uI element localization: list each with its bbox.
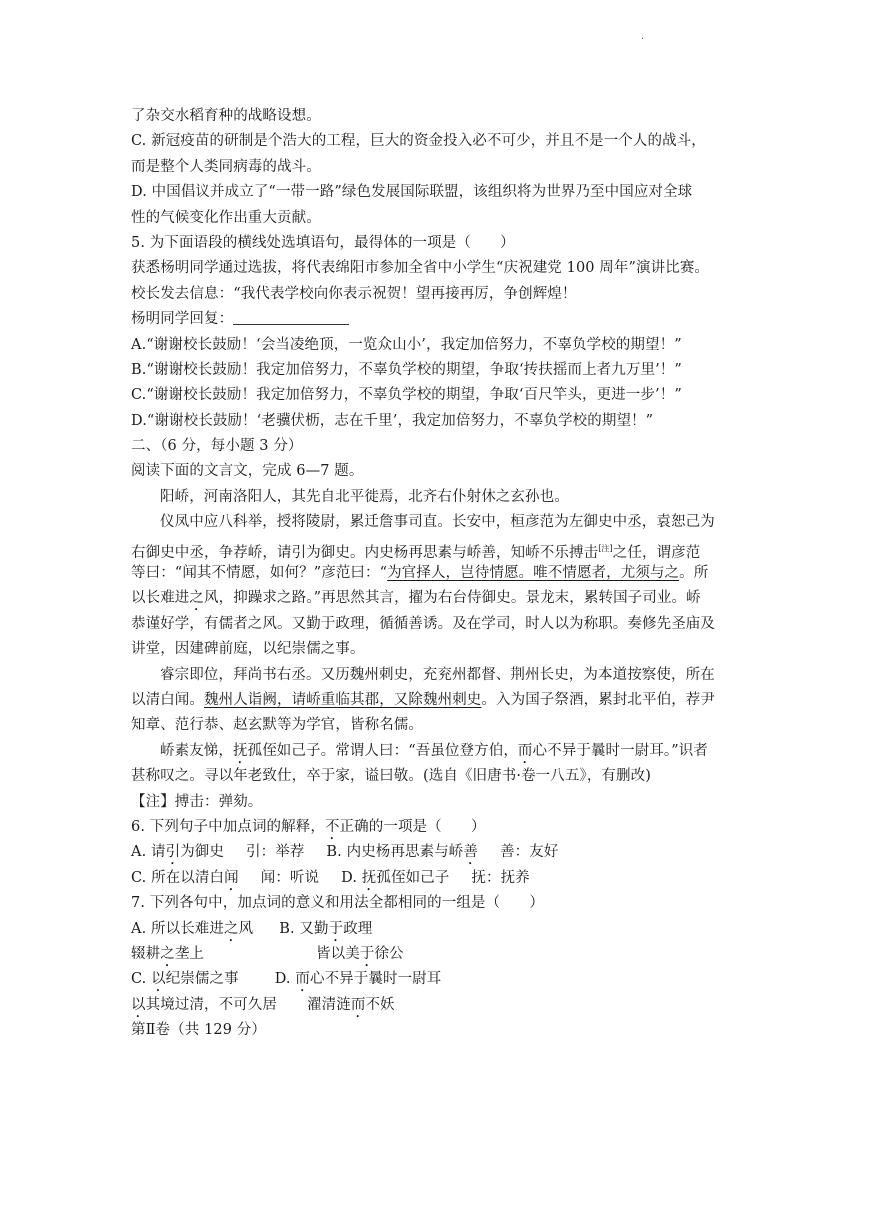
passage-text: 以清白闻。 <box>131 691 204 708</box>
q4-option-c-line2: 而是整个人类同病毒的战斗。 <box>131 158 321 175</box>
dotted-word: 引 <box>165 844 181 861</box>
q6-option-b-gloss: 善：友好 <box>500 844 559 861</box>
q5-stem: 5. 为下面语段的横线处选填语句，最得体的一项是（ ） <box>131 234 515 251</box>
q7-option-a: A. 所以长难进 <box>131 920 224 937</box>
q5-option-c: C.“谢谢校长鼓励！我定加倍努力，不辜负学校的期望，争取‘百尺竿头，更进一步’！” <box>131 387 682 404</box>
dotted-word: 抚 <box>361 869 377 886</box>
part2-heading: 第Ⅱ卷（共 129 分） <box>131 1022 266 1039</box>
passage-text: 。 <box>518 565 534 582</box>
q6-option-d: 孤侄如己子 <box>376 869 450 886</box>
dotted-word: 以 <box>151 971 166 988</box>
passage-text: 孤侄如己子。常谓人曰：“吾虽位登方伯， <box>247 742 518 759</box>
passage-note: 【注】搏击：弹劾。 <box>131 793 263 810</box>
q4-option-b-tail: 了杂交水稻育种的战略设想。 <box>131 108 321 124</box>
q6-option-d-gloss: 抚：抚养 <box>471 869 530 886</box>
q5-context-line1: 获悉杨明同学通过选拔，将代表绵阳市参加全省中小学生“庆祝建党 100 周年”演讲比赛。 <box>131 260 710 277</box>
passage-p2-line2 <box>131 536 751 561</box>
q7-option-d: 不妖 <box>365 996 395 1013</box>
q7-stem: 7. 下列各句中，加点词的意义和用法全都相同的一组是（ ） <box>131 895 544 912</box>
passage-text: 。入为国子祭酒，累封北平伯，荐尹 <box>481 691 716 708</box>
q6-options-cd <box>131 866 751 891</box>
passage-text: 峤素友悌， <box>160 742 233 759</box>
passage-p2-line6: 讲堂，因建碑前庭，以纪崇儒之事。 <box>131 641 365 658</box>
q4-option-c-line1: C. 新冠疫苗的研制是个浩大的工程，巨大的资金投入必不可少，并且不是一个人的战斗， <box>131 133 706 150</box>
dotted-word: 于 <box>328 920 344 937</box>
q6-option-a: A. 请 <box>131 844 166 861</box>
dotted-word: 以 <box>131 996 146 1013</box>
q5-reply <box>131 307 751 332</box>
q5-option-d: D.“谢谢校长鼓励！‘老骥伏枥，志在千里’，我定加倍努力，不辜负学校的期望！” <box>131 412 654 429</box>
passage-text: 之任，谓彦范 <box>612 544 701 561</box>
underlined-sentence-2: 唯不情愿者，尤须与之 <box>533 565 680 582</box>
q7-option-a: 风 <box>238 920 254 937</box>
q7-options-cd-row1 <box>131 967 751 992</box>
passage-text: 右御史中丞，争荐峤，请引为御史。内史杨再思素与峤善，知峤不乐搏击 <box>131 544 599 561</box>
q4-option-d-line2: 性的气候变化作出重大贡献。 <box>131 209 321 226</box>
q7-option-c: 其境过清，不可久居 <box>145 996 278 1013</box>
underlined-sentence-1: 为官择人，岂待情愿 <box>387 565 519 582</box>
q7-option-b: 徐公 <box>374 945 404 962</box>
note-marker: [注] <box>598 543 613 553</box>
section2-heading: 二、（6 分，每小题 3 分） <box>131 438 303 455</box>
q7-option-c: 纪崇儒之事 <box>165 971 239 988</box>
q6-option-d: D. <box>341 869 362 886</box>
header-dot: · <box>641 34 645 45</box>
dotted-word: 于 <box>359 945 375 962</box>
passage-paragraph-1: 阳峤，河南洛阳人，其先自北平徙焉，北齐右仆射休之玄孙也。 <box>160 488 569 505</box>
q6-options-ab <box>131 840 751 865</box>
dotted-word: 而 <box>295 971 310 988</box>
q7-options-ab-row1 <box>131 917 751 942</box>
q6-stem <box>131 815 751 840</box>
passage-p3-line3: 知章、范行恭、赵玄默等为学官，皆称名儒。 <box>131 717 423 734</box>
dotted-word: 之 <box>189 590 205 607</box>
q6-option-a-gloss: 引：举荐 <box>246 844 305 861</box>
passage-text: 风，抑躁求之路。”再思然其言，擢为右台侍御史。景龙末，累转国子司业。峤 <box>204 590 701 607</box>
q7-options-ab-row2 <box>131 942 751 967</box>
dotted-word: 之 <box>160 945 175 962</box>
q7-option-d: D. <box>274 971 296 988</box>
dotted-word: 闻 <box>224 869 239 886</box>
q5-option-b: B.“谢谢校长鼓励！我定加倍努力，不辜负学校的期望，争取‘抟扶摇而上者九万里’！” <box>131 361 682 378</box>
q6-stem-text: 6. 下列句子中加点词的解释， <box>131 818 325 835</box>
dotted-word: 善 <box>463 844 479 861</box>
dotted-word: 之 <box>224 920 239 937</box>
passage-p3-line2 <box>131 688 751 713</box>
q7-option-c: C. <box>131 971 152 988</box>
q7-options-cd-row2 <box>131 993 751 1018</box>
q7-option-b: 政理 <box>343 920 373 937</box>
passage-text: 等曰：“闻其不情愿，如何？”彦范曰：“ <box>131 565 388 582</box>
q7-option-d: 濯清涟 <box>307 996 351 1013</box>
passage-p2-line4 <box>131 586 751 611</box>
q7-option-d: 心不异于曩时一尉耳 <box>309 971 442 988</box>
passage-p2-line1: 仪凤中应八科举，授将陵尉，累迁詹事司直。长安中，桓彦范为左御史中丞，袁恕己为 <box>160 514 715 531</box>
q7-option-a: 辍耕 <box>131 945 161 962</box>
section2-instruction: 阅读下面的文言文，完成 6—7 题。 <box>131 463 364 480</box>
q5-context-line2: 校长发去信息：“我代表学校向你表示祝贺！望再接再厉，争创辉煌！ <box>131 285 577 302</box>
passage-p3-line1: 睿宗即位，拜尚书右丞。又历魏州刺史，充兖州都督、荆州长史，为本道按察使，所在 <box>160 666 715 683</box>
passage-p4-line2: 甚称叹之。寻以年老致仕，卒于家，谥曰敬。(选自《旧唐书·卷一八五》，有删改) <box>131 768 651 785</box>
q6-option-c-gloss: 闻：听说 <box>260 869 320 886</box>
q6-option-a: 为御史 <box>180 844 225 861</box>
answer-blank <box>233 310 349 325</box>
q6-option-c: C. 所在以清白 <box>131 869 225 886</box>
passage-text: 心不异于曩时一尉耳。”识者 <box>532 742 708 759</box>
passage-p4-line1 <box>131 739 751 764</box>
q5-reply-label: 杨明同学回复： <box>131 311 234 328</box>
q7-option-a: 垄上 <box>174 945 205 962</box>
q6-option-b: B. 内史杨再思素与峤 <box>326 844 464 861</box>
passage-text: 以长难进 <box>131 590 190 607</box>
q5-option-a: A.“谢谢校长鼓励！‘会当凌绝顶，一览众山小’，我定加倍努力，不辜负学校的期望！” <box>131 336 682 353</box>
passage-p2-line3 <box>131 561 751 586</box>
exam-page <box>131 104 751 1043</box>
dotted-word: 而 <box>350 996 366 1013</box>
underlined-sentence-3: 魏州人诣阙，请峤重临其郡，又除魏州刺史 <box>204 691 482 708</box>
dotted-word: 不 <box>324 818 340 835</box>
dotted-word: 抚 <box>233 742 248 759</box>
dotted-word: 而 <box>517 742 533 759</box>
q4-option-d-line1: D. 中国倡议并成立了“一带一路”绿色发展国际联盟，该组织将为世界乃至中国应对全球 <box>131 184 693 201</box>
q7-option-b: B. 又勤 <box>279 920 329 937</box>
q6-stem-text: 正确的一项是（ ） <box>339 818 486 835</box>
q7-option-b: 皆以美 <box>316 945 360 962</box>
passage-p2-line5: 恭谨好学，有儒者之风。又勤于政理，循循善诱。及在学司，时人以为称职。奏修先圣庙及 <box>131 615 715 632</box>
passage-text: 。所 <box>679 565 709 582</box>
